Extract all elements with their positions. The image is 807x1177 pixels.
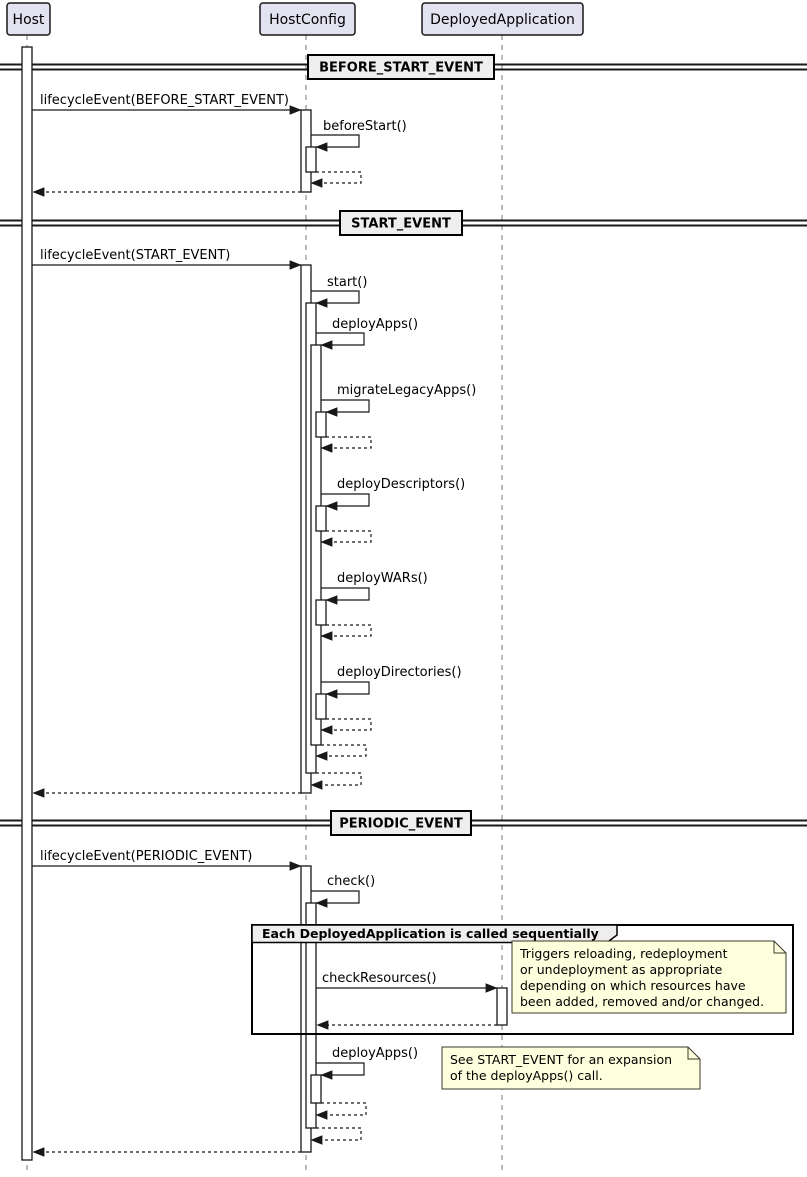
note-checkresources-line1: Triggers reloading, redeployment	[520, 946, 728, 961]
group-frame-title: Each DeployedApplication is called sequentially	[262, 926, 599, 941]
activation-bar-host	[22, 47, 32, 1160]
divider-label-before-start-event: BEFORE_START_EVENT	[319, 60, 483, 76]
section-periodic-event	[32, 849, 497, 1152]
message-arrow-migratelegacyapps	[321, 400, 369, 412]
note-checkresources-line2: or undeployment as appropriate	[520, 962, 723, 977]
activation-bar-migratelegacyapps	[316, 412, 326, 437]
return-arrow-deployapps-periodic	[316, 1103, 366, 1115]
note-checkresources-line4: been added, removed and/or changed.	[520, 994, 765, 1009]
activation-bar-deploydescriptors	[316, 506, 326, 531]
activation-bar-deployedapplication	[497, 988, 507, 1025]
return-arrow-deploydescriptors	[321, 531, 371, 542]
return-arrow-migratelegacyapps	[321, 437, 371, 448]
participants	[7, 3, 583, 35]
participant-label-deployedapplication: DeployedApplication	[430, 12, 575, 28]
lifelines	[27, 35, 502, 1172]
activation-bar-beforestart	[306, 147, 316, 172]
activation-bar-deployapps-periodic	[311, 1075, 321, 1103]
return-arrow-deploywars	[321, 625, 371, 636]
message-arrow-deploydirectories	[321, 682, 369, 694]
return-arrow-start	[311, 773, 361, 785]
return-arrow-deployapps	[316, 745, 366, 756]
message-arrow-deployapps-periodic	[316, 1063, 364, 1075]
message-arrow-beforestart	[311, 135, 359, 147]
activation-bar-deploydirectories	[316, 694, 326, 719]
message-label-deployapps-periodic: deployApps()	[332, 1046, 419, 1061]
message-label-deployapps: deployApps()	[332, 317, 419, 332]
return-arrow-check	[311, 1128, 361, 1140]
message-label-deploywars: deployWARs()	[337, 571, 428, 586]
note-deployapps-line2: of the deployApps() call.	[450, 1068, 603, 1083]
message-arrow-check	[311, 891, 359, 903]
note-deployapps-line1: See START_EVENT for an expansion	[450, 1052, 673, 1067]
divider-label-start-event: START_EVENT	[351, 216, 451, 232]
activation-bar-deploywars	[316, 600, 326, 625]
divider-label-periodic-event: PERIODIC_EVENT	[339, 816, 463, 832]
divider-lines	[0, 65, 807, 826]
message-label-start: start()	[327, 275, 368, 290]
message-label-deploydescriptors: deployDescriptors()	[337, 477, 466, 492]
message-arrow-deployapps	[316, 333, 364, 345]
message-label-lifecycleevent-before: lifecycleEvent(BEFORE_START_EVENT)	[40, 93, 289, 108]
section-before-start-event	[32, 93, 407, 192]
participant-label-hostconfig: HostConfig	[269, 12, 346, 28]
return-arrow-deploydirectories	[321, 719, 371, 730]
return-arrow-beforestart	[311, 172, 361, 183]
message-label-lifecycleevent-start: lifecycleEvent(START_EVENT)	[40, 248, 231, 263]
note-checkresources-line3: depending on which resources have	[520, 978, 746, 993]
message-label-migratelegacyapps: migrateLegacyApps()	[337, 383, 477, 398]
message-arrow-start	[311, 291, 359, 303]
message-label-checkresources: checkResources()	[322, 971, 437, 986]
message-arrow-deploywars	[321, 588, 369, 600]
message-label-check: check()	[327, 874, 376, 889]
notes	[442, 941, 786, 1089]
section-start-event	[32, 248, 476, 793]
message-arrow-deploydescriptors	[321, 494, 369, 506]
message-label-lifecycleevent-periodic: lifecycleEvent(PERIODIC_EVENT)	[40, 849, 253, 864]
activation-bar-deployapps	[311, 345, 321, 745]
participant-label-host: Host	[12, 12, 45, 28]
message-label-deploydirectories: deployDirectories()	[337, 665, 462, 680]
message-label-beforestart: beforeStart()	[323, 119, 407, 134]
